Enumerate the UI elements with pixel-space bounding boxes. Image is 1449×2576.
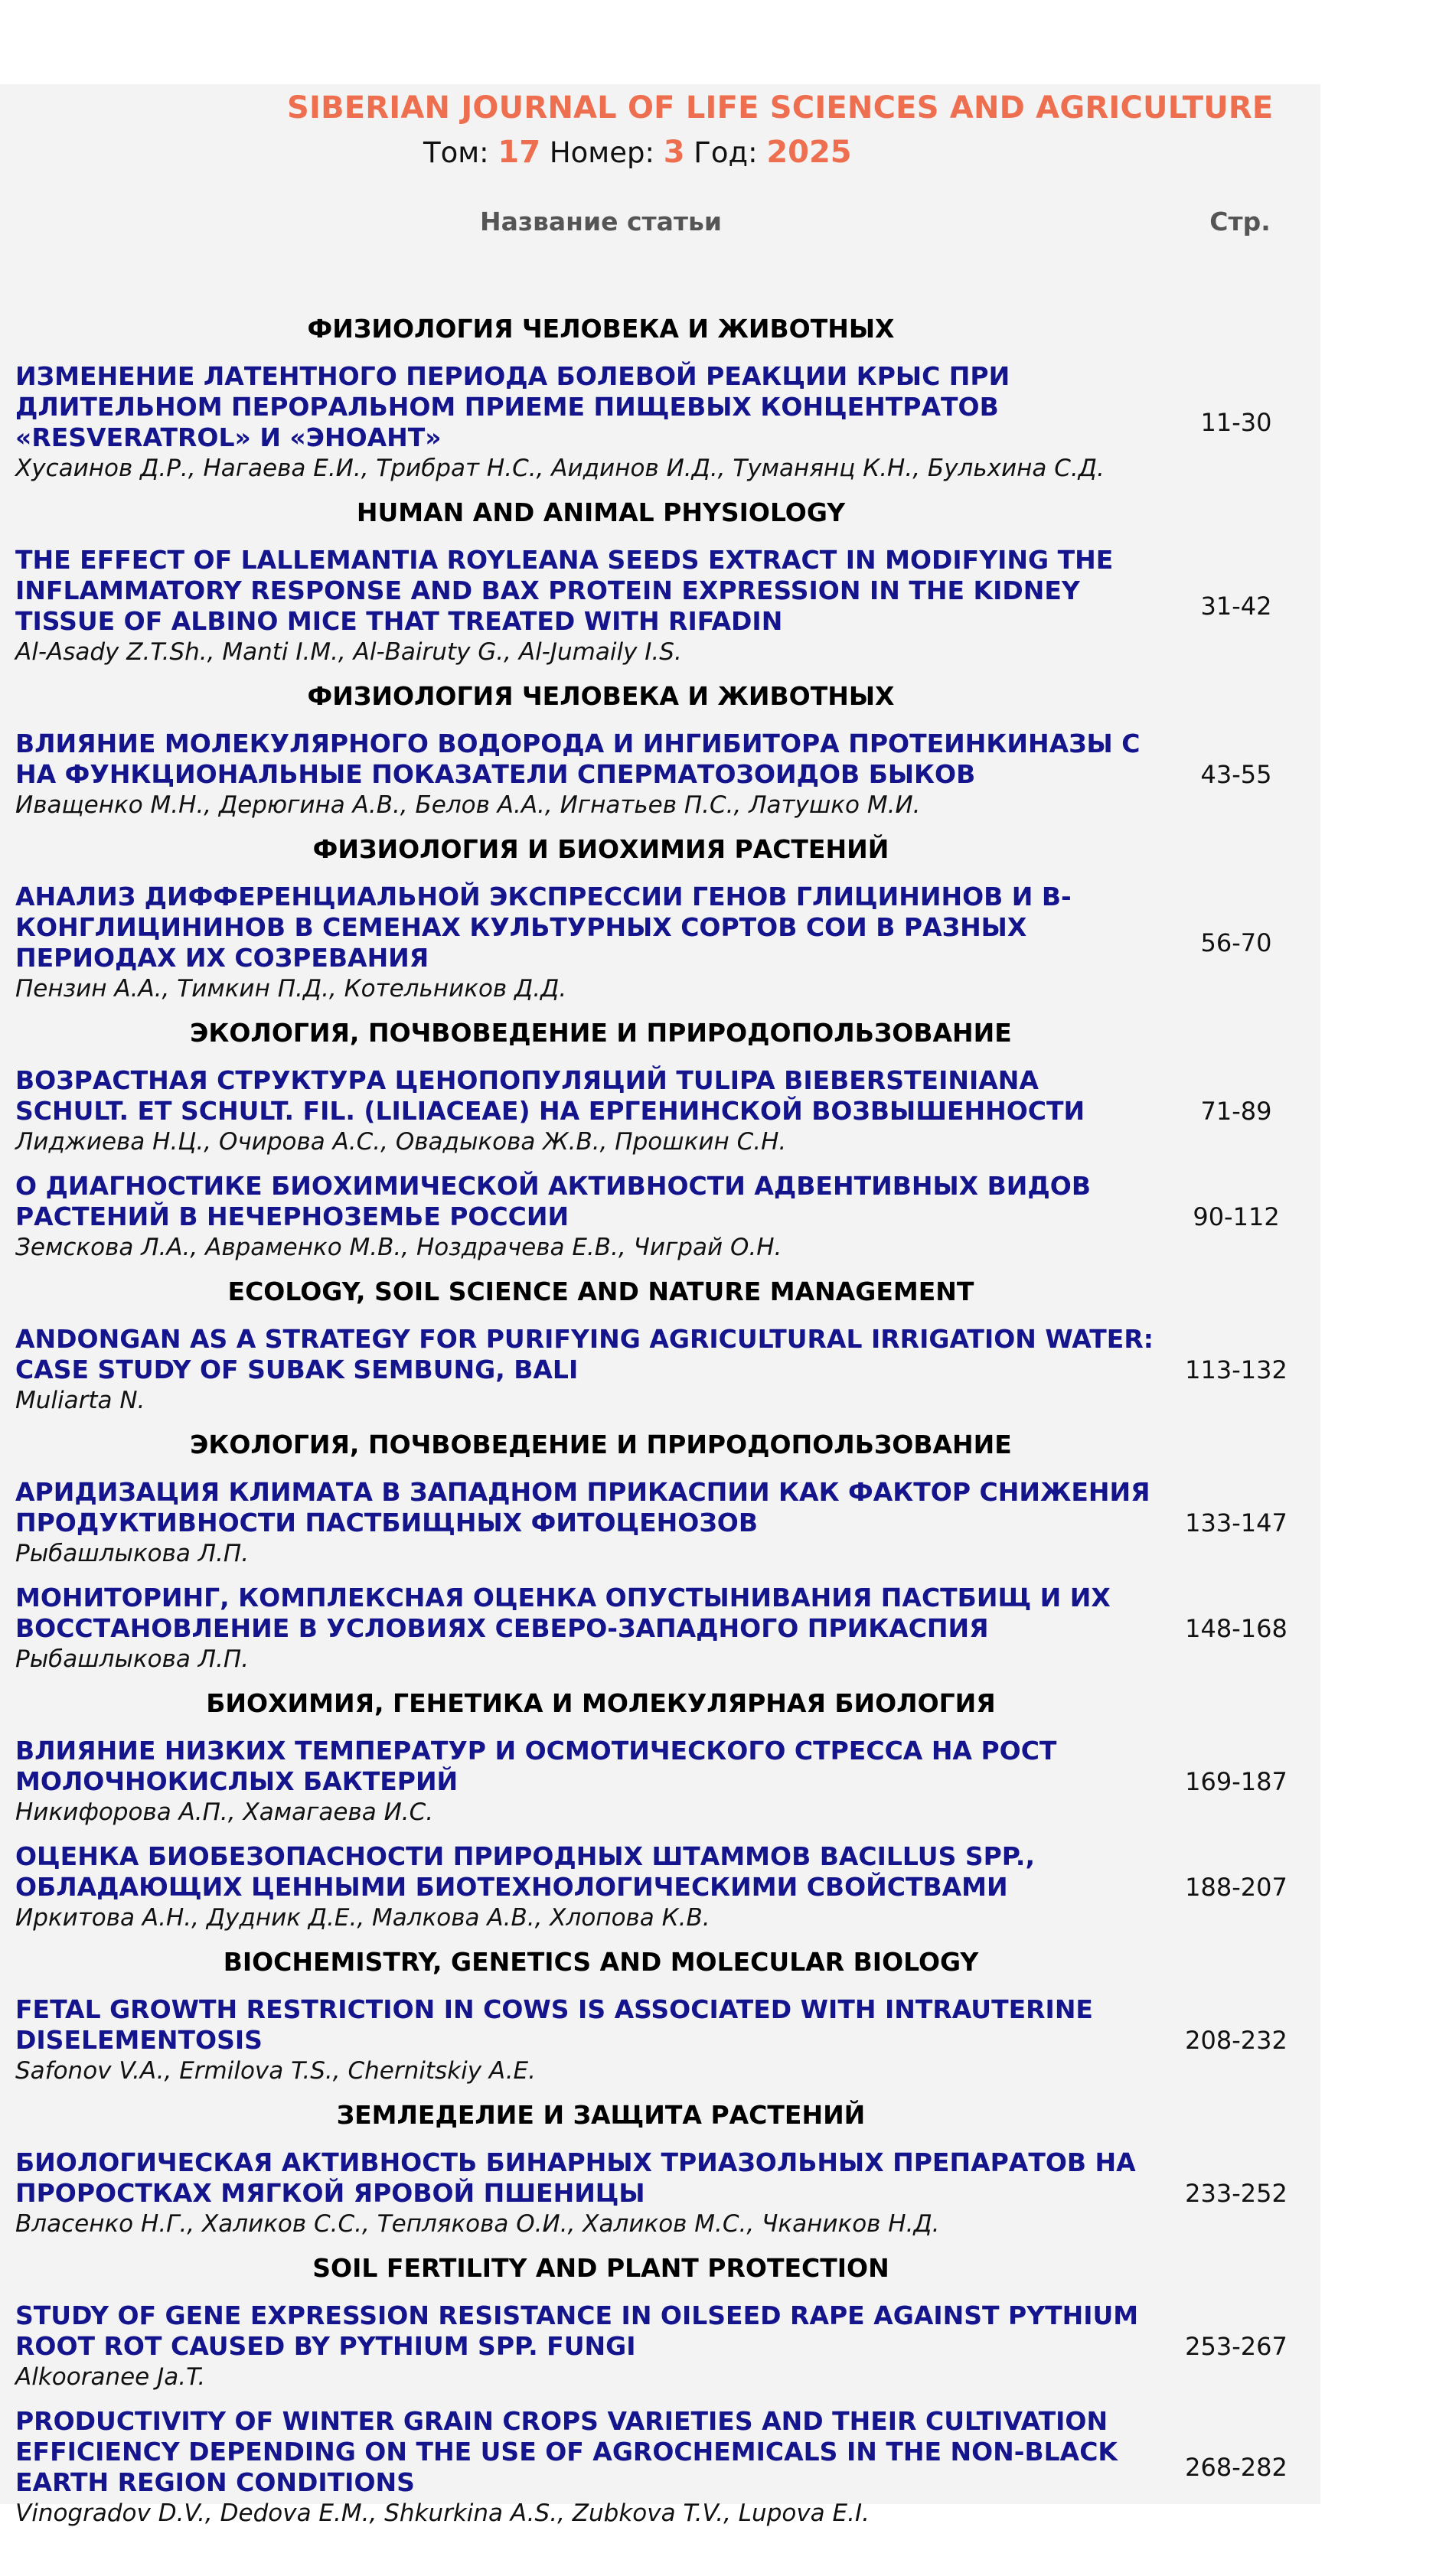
article-row xyxy=(0,1841,1320,1933)
section-heading: ЭКОЛОГИЯ, ПОЧВОВЕДЕНИЕ И ПРИРОДОПОЛЬЗОВАНИЕ xyxy=(190,1018,1012,1048)
article-row xyxy=(0,545,1320,667)
article-text xyxy=(0,2147,1171,2239)
article-row xyxy=(0,1477,1320,1569)
issue-info xyxy=(423,135,852,170)
article-title-link[interactable]: PRODUCTIVITY OF WINTER GRAIN CROPS VARIETIES AND THEIR CULTIVATION EFFICIENCY DEPENDING ON THE USE OF AGROCHEMICALS IN THE NON-BLACK EARTH REGION CONDITIONS xyxy=(15,2406,1118,2497)
article-text xyxy=(0,1065,1171,1157)
journal-title: SIBERIAN JOURNAL OF LIFE SCIENCES AND AGRICULTURE xyxy=(287,90,1274,126)
article-title-link[interactable]: О ДИАГНОСТИКЕ БИОХИМИЧЕСКОЙ АКТИВНОСТИ АДВЕНТИВНЫХ ВИДОВ РАСТЕНИЙ В НЕЧЕРНОЗЕМЬЕ РОССИИ xyxy=(15,1171,1091,1231)
article-authors: Рыбашлыкова Л.П. xyxy=(15,1540,250,1567)
article-row xyxy=(0,1583,1320,1674)
section-heading: ФИЗИОЛОГИЯ ЧЕЛОВЕКА И ЖИВОТНЫХ xyxy=(307,681,895,711)
article-title-link[interactable]: МОНИТОРИНГ, КОМПЛЕКСНАЯ ОЦЕНКА ОПУСТЫНИВАНИЯ ПАСТБИЩ И ИХ ВОССТАНОВЛЕНИЕ В УСЛОВИЯХ СЕВЕРО-ЗАПАДНОГО ПРИКАСПИЯ xyxy=(15,1583,1111,1643)
section-heading: ECOLOGY, SOIL SCIENCE AND NATURE MANAGEMENT xyxy=(227,1277,974,1306)
article-title-link[interactable]: ОЦЕНКА БИОБЕЗОПАСНОСТИ ПРИРОДНЫХ ШТАММОВ BACILLUS SPP., ОБЛАДАЮЩИХ ЦЕННЫМИ БИОТЕХНОЛОГИЧЕСКИМИ СВОЙСТВАМИ xyxy=(15,1841,1035,1902)
article-row xyxy=(0,361,1320,484)
article-row xyxy=(0,2300,1320,2392)
section-heading: ФИЗИОЛОГИЯ ЧЕЛОВЕКА И ЖИВОТНЫХ xyxy=(307,314,895,344)
section-heading: ЗЕМЛЕДЕЛИЕ И ЗАЩИТА РАСТЕНИЙ xyxy=(336,2100,866,2130)
article-row xyxy=(0,1994,1320,2086)
article-text xyxy=(0,361,1171,484)
article-pages: 56-70 xyxy=(1200,928,1272,957)
article-authors: Alkooranee Ja.T. xyxy=(15,2363,206,2391)
article-row xyxy=(0,1171,1320,1263)
article-authors: Safonov V.A., Ermilova T.S., Chernitskiy A.E. xyxy=(15,2057,537,2085)
article-authors: Пензин А.А., Тимкин П.Д., Котельников Д.Д. xyxy=(15,975,567,1003)
article-title-link[interactable]: ВЛИЯНИЕ НИЗКИХ ТЕМПЕРАТУР И ОСМОТИЧЕСКОГО СТРЕССА НА РОСТ МОЛОЧНОКИСЛЫХ БАКТЕРИЙ xyxy=(15,1736,1057,1796)
article-authors: Власенко Н.Г., Халиков С.С., Теплякова О.И., Халиков М.С., Чкаников Н.Д. xyxy=(15,2210,940,2238)
article-title-link[interactable]: БИОЛОГИЧЕСКАЯ АКТИВНОСТЬ БИНАРНЫХ ТРИАЗОЛЬНЫХ ПРЕПАРАТОВ НА ПРОРОСТКАХ МЯГКОЙ ЯРОВОЙ ПШЕНИЦЫ xyxy=(15,2147,1136,2208)
number-value: 3 xyxy=(663,135,685,170)
article-pages: 148-168 xyxy=(1185,1614,1287,1643)
article-pages: 208-232 xyxy=(1185,2026,1287,2055)
article-title-link[interactable]: FETAL GROWTH RESTRICTION IN COWS IS ASSOCIATED WITH INTRAUTERINE DISELEMENTOSIS xyxy=(15,1994,1093,2055)
article-text xyxy=(0,729,1171,820)
article-authors: Хусаинов Д.Р., Нагаева Е.И., Трибрат Н.С., Аидинов И.Д., Туманянц К.Н., Бульхина С.Д. xyxy=(15,455,1105,482)
article-authors: Лиджиева Н.Ц., Очирова А.С., Овадыкова Ж.В., Прошкин С.Н. xyxy=(15,1128,787,1156)
article-pages: 133-147 xyxy=(1185,1508,1287,1537)
column-header-pages: Стр. xyxy=(1209,207,1271,236)
year-value: 2025 xyxy=(766,135,852,170)
article-text xyxy=(0,1171,1171,1263)
article-text xyxy=(0,1583,1171,1674)
number-label: Номер: xyxy=(549,136,654,169)
article-row xyxy=(0,1065,1320,1157)
article-pages: 43-55 xyxy=(1200,760,1272,789)
volume-label: Том: xyxy=(423,136,489,169)
article-pages: 90-112 xyxy=(1193,1202,1280,1231)
table-of-contents xyxy=(0,314,1320,2542)
article-title-link[interactable]: ВОЗРАСТНАЯ СТРУКТУРА ЦЕНОПОПУЛЯЦИЙ TULIPA BIEBERSTEINIANA SCHULT. ET SCHULT. FIL. (LILIACEAE) НА ЕРГЕНИНСКОЙ ВОЗВЫШЕННОСТИ xyxy=(15,1065,1085,1126)
column-header-title: Название статьи xyxy=(479,207,723,236)
article-title-link[interactable]: STUDY OF GENE EXPRESSION RESISTANCE IN OILSEED RAPE AGAINST PYTHIUM ROOT ROT CAUSED BY PYTHIUM SPP. FUNGI xyxy=(15,2300,1139,2361)
article-text xyxy=(0,1736,1171,1828)
article-text xyxy=(0,1477,1171,1569)
article-title-link[interactable]: АНАЛИЗ ДИФФЕРЕНЦИАЛЬНОЙ ЭКСПРЕССИИ ГЕНОВ ГЛИЦИНИНОВ И В-КОНГЛИЦИНИНОВ В СЕМЕНАХ КУЛЬТУРНЫХ СОРТОВ СОИ В РАЗНЫХ ПЕРИОДАХ ИХ СОЗРЕВАНИЯ xyxy=(15,882,1072,973)
article-row xyxy=(0,2406,1320,2529)
article-authors: Vinogradov D.V., Dedova E.M., Shkurkina A.S., Zubkova T.V., Lupova E.I. xyxy=(15,2499,870,2527)
article-pages: 113-132 xyxy=(1185,1355,1287,1384)
article-pages: 31-42 xyxy=(1200,592,1272,621)
section-heading: BIOCHEMISTRY, GENETICS AND MOLECULAR BIOLOGY xyxy=(223,1947,979,1977)
article-authors: Иркитова А.Н., Дудник Д.Е., Малкова А.В., Хлопова К.В. xyxy=(15,1904,710,1932)
article-text xyxy=(0,1994,1171,2086)
article-pages: 11-30 xyxy=(1200,408,1272,437)
article-text xyxy=(0,1324,1171,1416)
section-heading: ЭКОЛОГИЯ, ПОЧВОВЕДЕНИЕ И ПРИРОДОПОЛЬЗОВАНИЕ xyxy=(190,1430,1012,1459)
article-pages: 169-187 xyxy=(1185,1767,1287,1796)
article-pages: 233-252 xyxy=(1185,2179,1287,2208)
article-text xyxy=(0,882,1171,1004)
article-row xyxy=(0,1324,1320,1416)
section-heading: БИОХИМИЯ, ГЕНЕТИКА И МОЛЕКУЛЯРНАЯ БИОЛОГИЯ xyxy=(206,1688,996,1718)
article-row xyxy=(0,2147,1320,2239)
article-pages: 253-267 xyxy=(1185,2332,1287,2361)
section-heading: SOIL FERTILITY AND PLANT PROTECTION xyxy=(312,2253,889,2283)
article-row xyxy=(0,882,1320,1004)
article-row xyxy=(0,729,1320,820)
article-title-link[interactable]: ANDONGAN AS A STRATEGY FOR PURIFYING AGRICULTURAL IRRIGATION WATER: CASE STUDY OF SUBAK SEMBUNG, BALI xyxy=(15,1324,1154,1384)
section-heading: ФИЗИОЛОГИЯ И БИОХИМИЯ РАСТЕНИЙ xyxy=(312,834,889,864)
article-text xyxy=(0,545,1171,667)
article-title-link[interactable]: ВЛИЯНИЕ МОЛЕКУЛЯРНОГО ВОДОРОДА И ИНГИБИТОРА ПРОТЕИНКИНАЗЫ С НА ФУНКЦИОНАЛЬНЫЕ ПОКАЗАТЕЛИ СПЕРМАТОЗОИДОВ БЫКОВ xyxy=(15,729,1141,789)
article-authors: Никифорова А.П., Хамагаева И.С. xyxy=(15,1798,434,1826)
volume-value: 17 xyxy=(498,135,541,170)
article-title-link[interactable]: АРИДИЗАЦИЯ КЛИМАТА В ЗАПАДНОМ ПРИКАСПИИ КАК ФАКТОР СНИЖЕНИЯ ПРОДУКТИВНОСТИ ПАСТБИЩНЫХ ФИТОЦЕНОЗОВ xyxy=(15,1477,1150,1537)
section-heading: HUMAN AND ANIMAL PHYSIOLOGY xyxy=(356,497,846,527)
article-text xyxy=(0,1841,1171,1933)
article-authors: Al-Asady Z.T.Sh., Manti I.M., Al-Bairuty G., Al-Jumaily I.S. xyxy=(15,638,682,666)
article-title-link[interactable]: ИЗМЕНЕНИЕ ЛАТЕНТНОГО ПЕРИОДА БОЛЕВОЙ РЕАКЦИИ КРЫС ПРИ ДЛИТЕЛЬНОМ ПЕРОРАЛЬНОМ ПРИЕМЕ ПИЩЕВЫХ КОНЦЕНТРАТОВ «RESVERATROL» И «ЭНОАНТ» xyxy=(15,361,1010,452)
year-label: Год: xyxy=(693,136,758,169)
article-authors: Иващенко М.Н., Дерюгина А.В., Белов А.А., Игнатьев П.С., Латушко М.И. xyxy=(15,791,921,819)
article-pages: 188-207 xyxy=(1185,1873,1287,1902)
article-pages: 268-282 xyxy=(1185,2453,1287,2482)
article-authors: Рыбашлыкова Л.П. xyxy=(15,1645,250,1673)
article-text xyxy=(0,2406,1171,2529)
article-text xyxy=(0,2300,1171,2392)
article-row xyxy=(0,1736,1320,1828)
article-authors: Земскова Л.А., Авраменко М.В., Ноздрачева Е.В., Чиграй О.Н. xyxy=(15,1234,782,1261)
article-authors: Muliarta N. xyxy=(15,1387,145,1414)
article-title-link[interactable]: THE EFFECT OF LALLEMANTIA ROYLEANA SEEDS EXTRACT IN MODIFYING THE INFLAMMATORY RESPONSE AND BAX PROTEIN EXPRESSION IN THE KIDNEY TISSUE OF ALBINO MICE THAT TREATED WITH RIFADIN xyxy=(15,545,1114,636)
article-pages: 71-89 xyxy=(1200,1097,1272,1126)
